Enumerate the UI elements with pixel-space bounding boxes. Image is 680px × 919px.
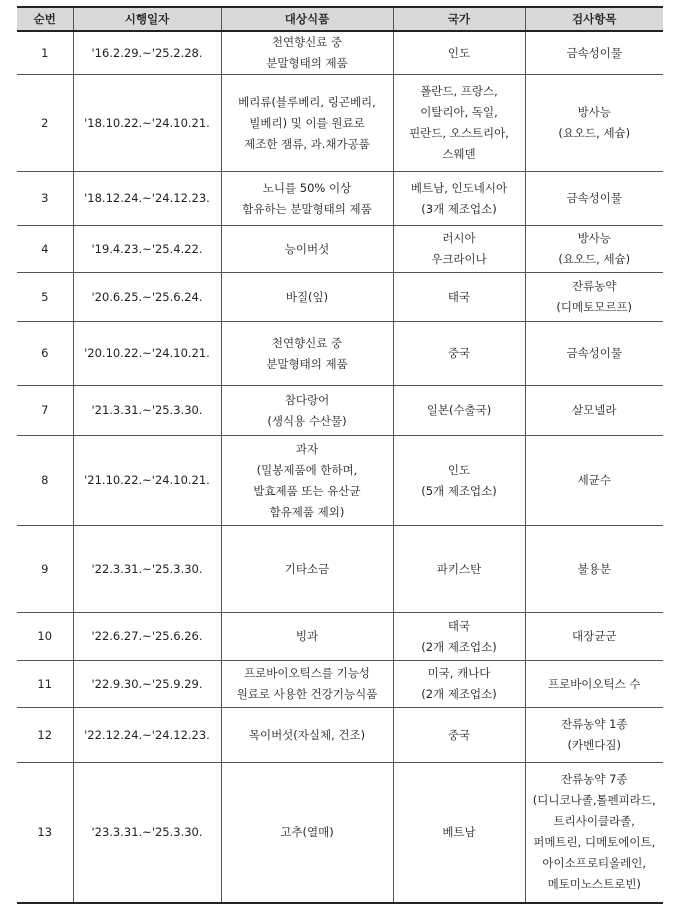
cell-no: 1 — [17, 31, 73, 75]
cell-food: 천연향신료 중 분말형태의 제품 — [221, 31, 393, 75]
header-row — [17, 7, 663, 31]
table-row — [17, 172, 663, 226]
cell-item: 불용분 — [525, 526, 663, 613]
table-row — [17, 763, 663, 903]
cell-country: 인도 (5개 제조업소) — [393, 436, 525, 526]
cell-food: 바질(잎) — [221, 273, 393, 322]
cell-date: '22.3.31.~'25.3.30. — [73, 526, 221, 613]
cell-item: 금속성이물 — [525, 322, 663, 386]
header-item: 검사항목 — [525, 7, 663, 31]
header-food: 대상식품 — [221, 7, 393, 31]
cell-date: '16.2.29.~'25.2.28. — [73, 31, 221, 75]
cell-no: 5 — [17, 273, 73, 322]
header-country: 국가 — [393, 7, 525, 31]
cell-date: '22.6.27.~'25.6.26. — [73, 613, 221, 661]
cell-item: 잔류농약 (디메토모르프) — [525, 273, 663, 322]
cell-food: 노니를 50% 이상 함유하는 분말형태의 제품 — [221, 172, 393, 226]
table-row — [17, 386, 663, 436]
cell-date: '21.3.31.~'25.3.30. — [73, 386, 221, 436]
cell-country: 베트남, 인도네시아 (3개 제조업소) — [393, 172, 525, 226]
table-row — [17, 661, 663, 708]
cell-country: 인도 — [393, 31, 525, 75]
table-row — [17, 226, 663, 273]
cell-food: 고추(열매) — [221, 763, 393, 903]
cell-food: 목이버섯(자실체, 건조) — [221, 708, 393, 763]
cell-no: 4 — [17, 226, 73, 273]
cell-no: 9 — [17, 526, 73, 613]
cell-country: 태국 (2개 제조업소) — [393, 613, 525, 661]
cell-country: 파키스탄 — [393, 526, 525, 613]
cell-food: 베리류(블루베리, 링곤베리, 빌베리) 및 이를 원료로 제조한 잼류, 과.채가공품 — [221, 75, 393, 172]
cell-item: 잔류농약 7종 (디니코나졸,톨펜피라드, 트리사이클라졸, 퍼메트린, 디메토에이트, 아이소프로티올레인, 메토미노스트로빈) — [525, 763, 663, 903]
cell-item: 방사능 (요오드, 세슘) — [525, 75, 663, 172]
table-row — [17, 75, 663, 172]
cell-item: 금속성이물 — [525, 31, 663, 75]
cell-item: 대장균군 — [525, 613, 663, 661]
cell-no: 6 — [17, 322, 73, 386]
cell-food: 천연향신료 중 분말형태의 제품 — [221, 322, 393, 386]
table-row — [17, 526, 663, 613]
cell-date: '22.9.30.~'25.9.29. — [73, 661, 221, 708]
cell-item: 잔류농약 1종 (카벤다짐) — [525, 708, 663, 763]
cell-date: '18.12.24.~'24.12.23. — [73, 172, 221, 226]
cell-no: 3 — [17, 172, 73, 226]
cell-food: 과자 (밀봉제품에 한하며, 발효제품 또는 유산균 함유제품 제외) — [221, 436, 393, 526]
cell-no: 7 — [17, 386, 73, 436]
cell-country: 폴란드, 프랑스, 이탈리아, 독일, 핀란드, 오스트리아, 스웨덴 — [393, 75, 525, 172]
cell-item: 방사능 (요오드, 세슘) — [525, 226, 663, 273]
cell-country: 태국 — [393, 273, 525, 322]
cell-item: 프로바이오틱스 수 — [525, 661, 663, 708]
inspection-table — [17, 6, 663, 904]
cell-no: 13 — [17, 763, 73, 903]
table-row — [17, 708, 663, 763]
cell-food: 기타소금 — [221, 526, 393, 613]
cell-no: 10 — [17, 613, 73, 661]
cell-food: 빙과 — [221, 613, 393, 661]
cell-item: 금속성이물 — [525, 172, 663, 226]
header-date: 시행일자 — [73, 7, 221, 31]
table-row — [17, 273, 663, 322]
cell-food: 참다랑어 (생식용 수산물) — [221, 386, 393, 436]
cell-country: 베트남 — [393, 763, 525, 903]
cell-food: 능이버섯 — [221, 226, 393, 273]
cell-food: 프로바이오틱스를 기능성 원료로 사용한 건강기능식품 — [221, 661, 393, 708]
cell-country: 중국 — [393, 708, 525, 763]
cell-no: 8 — [17, 436, 73, 526]
table-row — [17, 322, 663, 386]
cell-country: 중국 — [393, 322, 525, 386]
cell-date: '18.10.22.~'24.10.21. — [73, 75, 221, 172]
cell-date: '20.6.25.~'25.6.24. — [73, 273, 221, 322]
cell-item: 세균수 — [525, 436, 663, 526]
cell-date: '21.10.22.~'24.10.21. — [73, 436, 221, 526]
cell-no: 12 — [17, 708, 73, 763]
cell-item: 살모넬라 — [525, 386, 663, 436]
table-row — [17, 31, 663, 75]
cell-date: '20.10.22.~'24.10.21. — [73, 322, 221, 386]
cell-date: '23.3.31.~'25.3.30. — [73, 763, 221, 903]
table-row — [17, 436, 663, 526]
cell-date: '22.12.24.~'24.12.23. — [73, 708, 221, 763]
cell-no: 2 — [17, 75, 73, 172]
cell-country: 미국, 캐나다 (2개 제조업소) — [393, 661, 525, 708]
cell-no: 11 — [17, 661, 73, 708]
cell-country: 일본(수출국) — [393, 386, 525, 436]
cell-country: 러시아 우크라이나 — [393, 226, 525, 273]
header-no: 순번 — [17, 7, 73, 31]
cell-date: '19.4.23.~'25.4.22. — [73, 226, 221, 273]
table-row — [17, 613, 663, 661]
